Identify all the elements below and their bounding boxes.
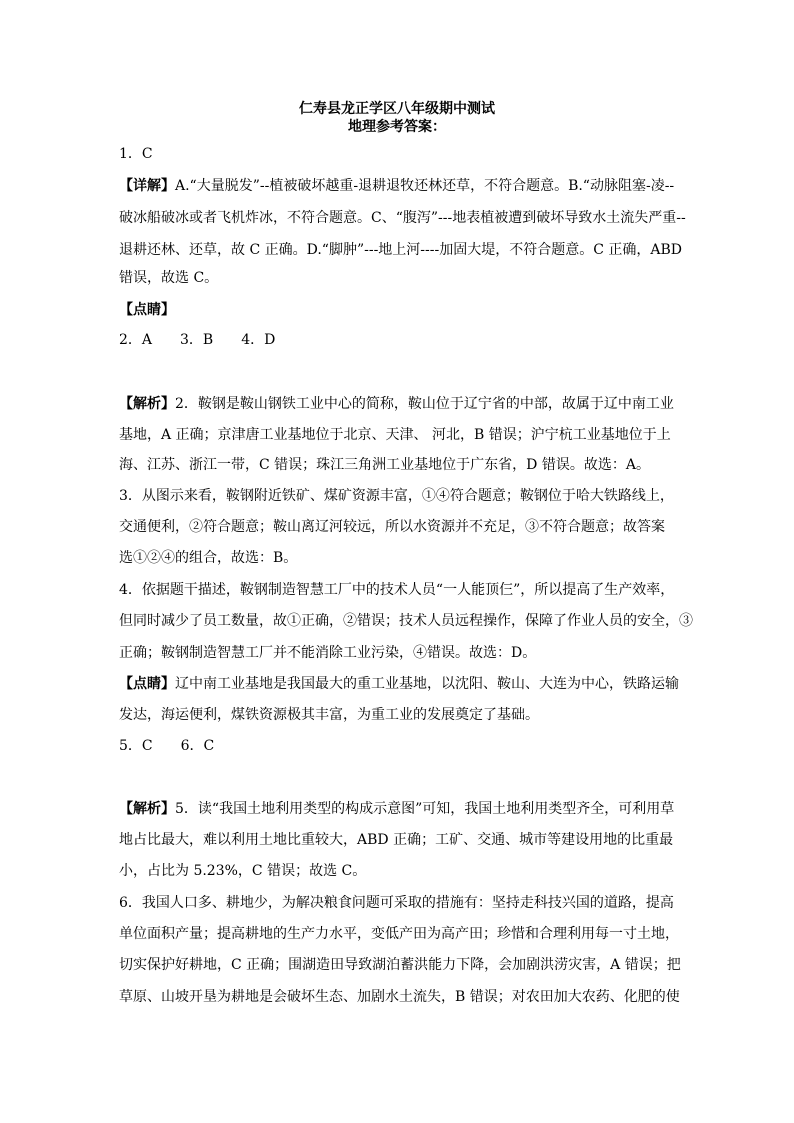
- text-line: 5．C 6．C: [119, 738, 215, 754]
- text-line: 错误，故选 C。: [119, 270, 219, 286]
- text-line: 【解析】2．鞍钢是鞍山钢铁工业中心的简称，鞍山位于辽宁省的中部，故属于辽中南工业: [119, 396, 674, 412]
- text-line: 海、江苏、浙江一带，C 错误；珠江三角洲工业基地位于广东省，D 错误。故选：A。: [119, 457, 650, 473]
- text-line: 【点睛】辽中南工业基地是我国最大的重工业基地，以沈阳、鞍山、大连为中心，铁路运输: [119, 676, 679, 692]
- text-line: 发达，海运便利，煤铁资源极其丰富，为重工业的发展奠定了基础。: [119, 707, 539, 723]
- text-line: 小，占比为 5.23%，C 错误；故选 C。: [119, 863, 367, 879]
- text-line: 地占比最大，难以利用土地比重较大，ABD 正确；工矿、交通、城市等建设用地的比重最: [119, 832, 674, 848]
- text-line: 破冰船破冰或者飞机炸冰，不符合题意。C、“腹泻”---地表植被遭到破坏导致水土流失严重--: [119, 210, 686, 226]
- text-line: 2．A 3．B 4．D: [119, 332, 276, 348]
- text-line: 3．从图示来看，鞍钢附近铁矿、煤矿资源丰富，①④符合题意；鞍钢位于哈大铁路线上，: [119, 488, 674, 504]
- text-line: 【点睛】: [119, 302, 175, 318]
- text-line: 基地，A 正确；京津唐工业基地位于北京、天津、 河北，B 错误；沪宁杭工业基地位于上: [119, 427, 671, 443]
- text-line: 1．C: [119, 146, 153, 162]
- text-line: 交通便利，②符合题意；鞍山离辽河较远，所以水资源并不充足，③不符合题意；故答案: [119, 519, 665, 535]
- text-line: 【详解】A.“大量脱发”--植被破坏越重-退耕退牧还林还草，不符合题意。B.“动脉阻塞-凌--: [119, 178, 675, 194]
- document-subtitle: 地理参考答案：: [348, 119, 446, 135]
- text-line: 选①②④的组合，故选：B。: [119, 550, 298, 566]
- text-line: 草原、山坡开垦为耕地是会破坏生态、加剧水土流失，B 错误；对农田加大农药、化肥的使: [119, 989, 680, 1005]
- document-title: 仁寿县龙正学区八年级期中测试: [299, 101, 495, 117]
- text-line: 4．依据题干描述，鞍钢制造智慧工厂中的技术人员“一人能顶仨”，所以提高了生产效率，: [119, 582, 675, 598]
- text-line: 6．我国人口多、耕地少，为解决粮食问题可采取的措施有：坚持走科技兴国的道路，提高: [119, 895, 674, 911]
- text-line: 正确；鞍钢制造智慧工厂并不能消除工业污染，④错误。故选：D。: [119, 645, 537, 661]
- text-line: 单位面积产量；提高耕地的生产力水平，变低产田为高产田；珍惜和合理利用每一寸土地，: [119, 926, 679, 942]
- text-line: 退耕还林、还草，故 C 正确。D.“脚肿”---地上河----加固大堤，不符合题意。C 正确，ABD: [119, 242, 682, 258]
- text-line: 切实保护好耕地，C 正确；围湖造田导致湖泊蓄洪能力下降，会加剧洪涝灾害，A 错误；把: [119, 957, 681, 973]
- text-line: 但同时减少了员工数量，故①正确，②错误；技术人员远程操作，保障了作业人员的安全，③: [119, 613, 693, 629]
- text-line: 【解析】5．读“我国土地利用类型的构成示意图”可知，我国土地利用类型齐全，可利用草: [119, 801, 675, 817]
